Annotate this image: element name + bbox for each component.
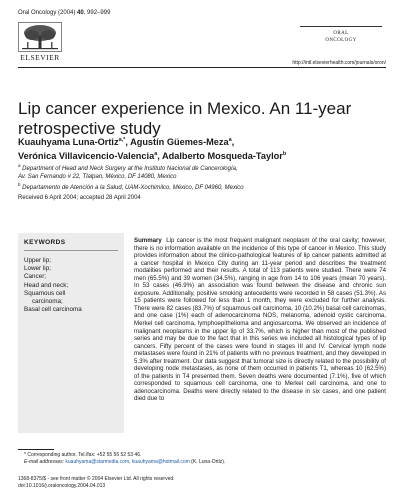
keyword-item: Upper lip; <box>24 257 51 264</box>
keywords-divider <box>24 250 118 251</box>
keyword-item: Squamous cell <box>24 289 66 297</box>
affiliations <box>18 162 388 192</box>
author-sep: , <box>231 137 235 148</box>
abstract-text: Lip cancer is the most frequent malignant neoplasm of the oral cavity; however, there is no information available on the incidence of this type of cancer in Mexico. This study provides information about the clinico-pathological features of lip cancer patients admitted at a cancer hospital in Mexico City during an 11-year period and describes the treatment modalities performed and their results. A total of 113 patients were studied. There were 74 men (65.5%) and 39 women (34.5%), ranging in age from 14 to 106 years (mean 70 years). In 53 cases (46.9%) an association was found between the disease and chronic sun exposure. Additionally, positive smoking antecedents were recorded in 58 cases (51.3%). As 15 patients were followed for less than 1 month, they were excluded for further analysis. There were 82 cases (83.7%) of squamous cell carcinoma, 10 (10.2%) basal cell carcinomas, and one case (1%) each of adenocarcinoma NOS, melanoma, adenoid cystic carcinoma, Merkel cell carcinoma, lymphoepithelioma and angiosarcoma. We observed an incidence of malignant neoplasms in the upper lip of 33.7%, which is higher than most of the published series and may be due to the fact that in this series we included all histological types of lip cancers. Fifty percent of the cases were found in stages III and IV. Cervical lymph node metastases were found in 21% of patients with no previous treatment, and they developed in 5.3% after treatment. Our data suggest that tumoral size is directly related to the possibility of developing node metastases, as none of them occurred in patients T1, whereas 10 (62.5%) of the patients in T4 presented them. Seven deaths were documented (7.1%), five of which corresponded to squamous cell carcinoma, one to Merkel cell carcinoma, and one to adenocarcinoma. Deaths were directly related to the disease in six cases, and one patient died due to <box>134 237 386 403</box>
journal-title-rule <box>300 26 382 27</box>
keyword-item: Lower lip; <box>24 265 51 273</box>
email-label: E-mail addresses: <box>24 458 65 465</box>
abstract <box>134 237 386 403</box>
journal-reference <box>18 10 110 16</box>
journal-pages: , 992–999 <box>83 10 111 16</box>
affiliation-address: Av. San Fernando # 22, Tlalpan, México, DF 14080, Mexico <box>18 174 177 180</box>
email-link[interactable]: kuauhyama@starmedia.com <box>65 458 130 465</box>
journal-title-block <box>296 26 386 44</box>
issn-block <box>18 476 378 489</box>
author-sup: b <box>282 151 287 158</box>
keywords-box <box>18 233 124 433</box>
journal-url[interactable]: http://intl.elsevierhealth.com/journals/oron/ <box>292 60 386 66</box>
affiliation-text: Departamento de Atención a la Salud, UAM-Xochimilco, México, DF 04960, Mexico <box>20 185 244 191</box>
affiliation-text: Department of Head and Neck Surgery at the Instituto Nacional de Cancerología, <box>20 166 238 172</box>
email-link[interactable]: kuauhyama@hotmail.com <box>131 458 190 465</box>
email-line <box>24 459 384 466</box>
keyword-item: Cancer; <box>24 273 47 281</box>
journal-volume: 40 <box>77 10 84 16</box>
keyword-item: carcinoma; <box>32 298 63 306</box>
author-sup: a <box>228 137 232 143</box>
elsevier-tree-icon <box>18 22 62 52</box>
journal-ref-text: Oral Oncology (2004) <box>18 10 78 16</box>
affiliation-sup: a <box>18 163 21 168</box>
author-name: , Adalberto Mosqueda-Taylor <box>157 151 283 162</box>
author-name: Kuauhyama Luna-Ortiz <box>18 137 119 148</box>
corresponding-text: Corresponding author. Tel./fax: +52 55 56 52 53 46. <box>25 452 142 458</box>
article-title: Lip cancer experience in Mexico. An 11-year retrospective study <box>18 99 352 139</box>
affiliation-b <box>18 181 388 192</box>
elsevier-logo <box>18 22 62 62</box>
author-sup: a <box>154 151 158 158</box>
author-name: , Agustín Güemes-Meza <box>125 137 229 148</box>
received-dates: Received 6 April 2004; accepted 28 April 2004 <box>18 195 141 201</box>
journal-name-line1: ORAL <box>333 31 349 36</box>
affiliation-a <box>18 162 388 173</box>
affiliation-sup: b <box>18 182 21 187</box>
abstract-label: Summary <box>134 237 162 244</box>
doi-line: doi:10.1016/j.oraloncology.2004.04.013 <box>18 482 106 489</box>
email-tail: (K. Luna-Ortiz). <box>189 458 226 465</box>
author-name: Verónica Villavicencio-Valencia <box>18 151 155 162</box>
keyword-item: Basal cell carcinoma <box>24 306 82 314</box>
author-sup: a,* <box>118 137 126 143</box>
footnote-divider <box>18 449 54 450</box>
footnote <box>24 452 384 465</box>
publisher-name: ELSEVIER <box>20 53 60 62</box>
journal-name-line2: ONCOLOGY <box>325 38 357 43</box>
keywords-title: KEYWORDS <box>24 239 66 246</box>
keywords-list <box>24 257 82 314</box>
footnote-marker: * <box>24 452 26 458</box>
issn-line: 1368-8375/$ - see front matter © 2004 Elsevier Ltd. All rights reserved. <box>18 476 175 482</box>
header-divider <box>18 67 386 68</box>
email-sep: , <box>129 458 132 465</box>
author-list <box>18 134 388 162</box>
keyword-item: Head and neck; <box>24 281 69 289</box>
